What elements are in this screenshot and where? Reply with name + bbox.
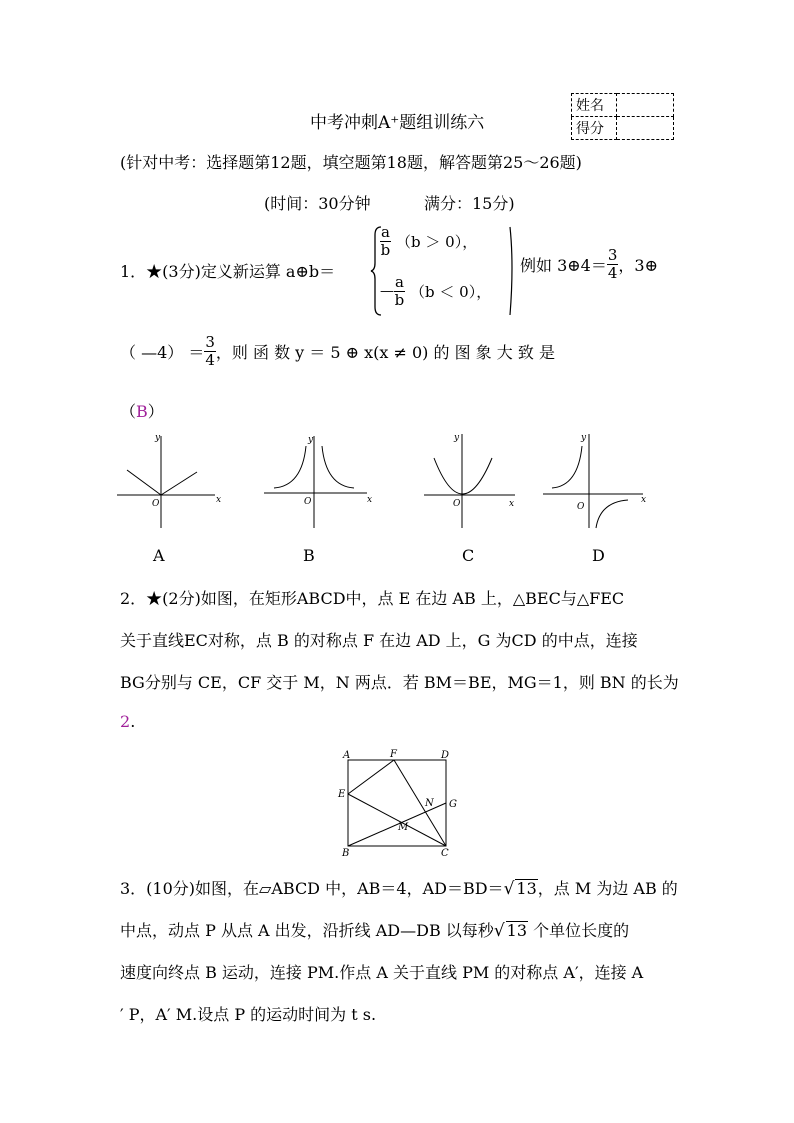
fig-label-a: A [343, 750, 351, 761]
score-field[interactable] [617, 117, 674, 140]
fig-label-c: C [441, 848, 449, 859]
graph-b-x-label: x [367, 495, 373, 505]
fig-label-d: D [441, 750, 450, 761]
graph-c-y-label: y [454, 433, 460, 443]
q3-line2-a: 中点，动点 P 从点 A 出发，沿折线 AD—DB 以每秒 [120, 921, 494, 940]
q2-line3: BG分别与 CE，CF 交于 M，N 两点．若 BM＝BE，MG＝1，则 BN 的长为 [120, 673, 679, 692]
full-marks-label: 满分：15分) [424, 194, 515, 213]
q1-answer-line [120, 399, 164, 422]
q1-line2 [120, 334, 555, 369]
rectangle-figure [334, 744, 464, 860]
q3-line1-a: 3．(10分)如图，在▱ABCD 中，AB＝4，AD＝BD＝ [120, 879, 504, 898]
graph-label-c: C [462, 546, 475, 565]
q2-line1: 2．★(2分)如图，在矩形ABCD中，点 E 在边 AB 上，△BEC与△FEC [120, 589, 625, 608]
graph-d-x-label: x [641, 495, 647, 505]
sqrt-symbol: √ [503, 879, 515, 899]
line2-fraction [204, 334, 216, 369]
graph-c [420, 430, 525, 530]
case2-fraction [394, 274, 405, 309]
q2-answer: 2 [120, 712, 131, 731]
graph-a [115, 430, 225, 530]
score-label: 得分 [572, 117, 617, 140]
line2-den: 4 [205, 351, 215, 369]
case1 [380, 224, 477, 259]
graph-a-origin: O [152, 499, 160, 509]
graph-label-b: B [303, 546, 315, 565]
ex-num: 3 [607, 246, 618, 264]
q3-line1-radicand: 13 [516, 879, 537, 898]
fig-label-e: E [338, 789, 346, 800]
graph-label-a: A [153, 546, 165, 565]
time-label: (时间：30分钟 [264, 194, 371, 213]
q3-line2 [120, 918, 629, 941]
case1-condition: （b ＞ 0）， [396, 233, 478, 251]
fig-label-m: M [398, 822, 409, 833]
case1-fraction [380, 224, 391, 259]
q2-line2: 关于直线EC对称，点 B 的对称点 F 在边 AD 上，G 为CD 的中点，连接 [120, 631, 638, 650]
score-box [571, 93, 674, 140]
fig-label-n: N [425, 798, 434, 809]
q3-line1-b: ，点 M 为边 AB 的 [537, 879, 678, 898]
case2-minus: — [380, 283, 394, 300]
graph-c-x-label: x [509, 499, 515, 509]
fig-label-f: F [390, 749, 397, 760]
q1-example [520, 247, 658, 282]
case1-den: b [380, 241, 391, 259]
name-field[interactable] [617, 94, 674, 117]
q2-answer-line [120, 712, 135, 731]
answer-open: （ [120, 402, 137, 421]
name-label: 姓名 [572, 94, 617, 117]
example-tail: ，3⊕ [618, 256, 658, 275]
case2-num: a [395, 273, 404, 291]
line2-text: （ —4） ＝ [120, 343, 205, 362]
graph-b-origin: O [304, 497, 312, 507]
sqrt-symbol: √ [493, 921, 505, 941]
graph-a-x-label: x [216, 495, 222, 505]
q2-answer-tail: . [130, 712, 136, 731]
ex-den: 4 [607, 264, 618, 282]
graph-label-d: D [592, 546, 605, 565]
line2-tail: ，则 函 数 y ＝ 5 ⊕ x(x ≠ 0) 的 图 象 大 致 是 [215, 343, 555, 362]
graph-a-y-label: y [155, 433, 161, 443]
answer-close: ） [147, 402, 164, 421]
right-brace [508, 225, 516, 317]
line2-num: 3 [205, 333, 215, 351]
graph-d-y-label: y [581, 433, 587, 443]
fig-label-b: B [342, 848, 350, 859]
q1-answer: B [136, 402, 148, 421]
fig-label-g: G [449, 799, 457, 810]
q3-line3: 速度向终点 B 运动，连接 PM.作点 A 关于直线 PM 的对称点 A′，连接 A [120, 963, 644, 982]
example-fraction [607, 247, 619, 282]
q3-line4: ′ P，A′ M.设点 P 的运动时间为 t s. [120, 1005, 377, 1024]
graph-b [262, 430, 377, 530]
graph-c-origin: O [453, 499, 461, 509]
case2-condition: （b ＜ 0）， [410, 283, 492, 301]
case2 [380, 274, 491, 309]
subtitle: (针对中考：选择题第12题，填空题第18题，解答题第25～26题) [120, 153, 582, 172]
q3-line2-b: 个单位长度的 [528, 921, 630, 940]
case1-num: a [381, 223, 390, 241]
graph-d-origin: O [577, 502, 585, 512]
q3-line1 [120, 876, 678, 899]
case2-den: b [394, 291, 405, 309]
page-title: 中考冲刺A⁺题组训练六 [310, 113, 485, 133]
example-text: 例如 3⊕4＝ [520, 256, 607, 275]
graph-b-y-label: y [308, 435, 314, 445]
q3-line2-radicand: 13 [506, 921, 528, 940]
q1-prefix: 1．★(3分)定义新运算 a⊕b＝ [120, 262, 336, 281]
graph-d [540, 430, 655, 530]
